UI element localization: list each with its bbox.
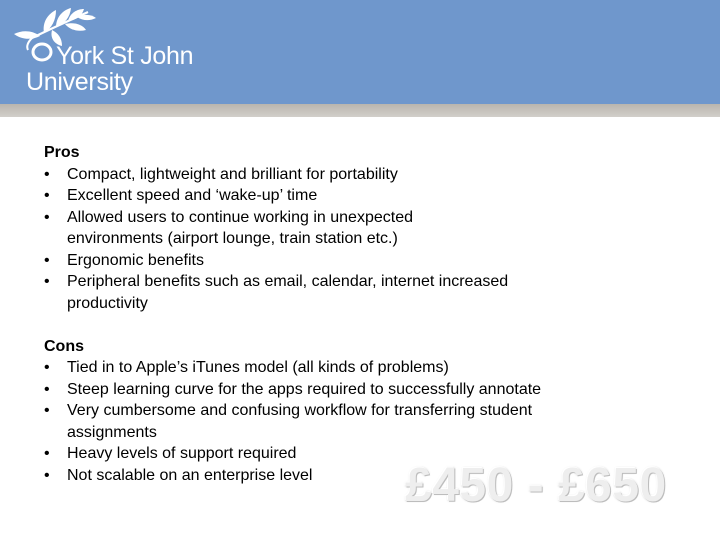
- list-item-text: Tied in to Apple’s iTunes model (all kinds of problems): [67, 359, 449, 376]
- list-item-text: Ergonomic benefits: [67, 251, 204, 269]
- list-item: [44, 164, 544, 186]
- list-item: [44, 185, 544, 207]
- list-item-text: Heavy levels of support required: [67, 445, 297, 462]
- bullet-icon: •: [44, 165, 50, 183]
- bullet-icon: •: [44, 273, 50, 290]
- list-item-text: Not scalable on an enterprise level: [67, 466, 313, 484]
- cons-heading: Cons: [44, 337, 84, 355]
- bullet-icon: •: [44, 445, 50, 462]
- bullet-icon: •: [44, 359, 50, 376]
- bullet-icon: •: [44, 402, 50, 419]
- list-item-text: Steep learning curve for the apps required to successfully annotate: [67, 380, 542, 398]
- list-item: [44, 379, 552, 401]
- header-stripe: [0, 104, 720, 117]
- list-item-text: Allowed users to continue working in unexpected environments (airport lounge, train station etc.): [67, 208, 413, 247]
- bullet-icon: •: [44, 380, 50, 398]
- university-logo: [10, 8, 200, 102]
- price-range: £450 - £650: [405, 459, 667, 512]
- pros-heading: Pros: [44, 144, 80, 161]
- list-item-text: Very cumbersome and confusing workflow for transferring student assignments: [67, 402, 533, 441]
- list-item-text: Excellent speed and ‘wake-up’ time: [67, 187, 318, 204]
- list-item: [44, 357, 544, 379]
- list-item-text: Compact, lightweight and brilliant for portability: [67, 165, 398, 183]
- list-item: [44, 250, 544, 272]
- slide-content: [44, 142, 544, 486]
- list-item: [44, 400, 557, 443]
- bullet-icon: •: [44, 187, 50, 204]
- header-banner: [0, 0, 720, 104]
- pros-list: [44, 164, 544, 315]
- bullet-icon: •: [44, 208, 50, 226]
- list-item-text: Peripheral benefits such as email, calendar, internet increased productivity: [67, 273, 509, 312]
- bullet-icon: •: [44, 466, 50, 484]
- bullet-icon: •: [44, 251, 50, 269]
- logo-text-line1: York St John: [56, 42, 194, 70]
- list-item: [44, 207, 487, 250]
- logo-text-line2: University: [26, 68, 133, 96]
- list-item: [44, 271, 512, 314]
